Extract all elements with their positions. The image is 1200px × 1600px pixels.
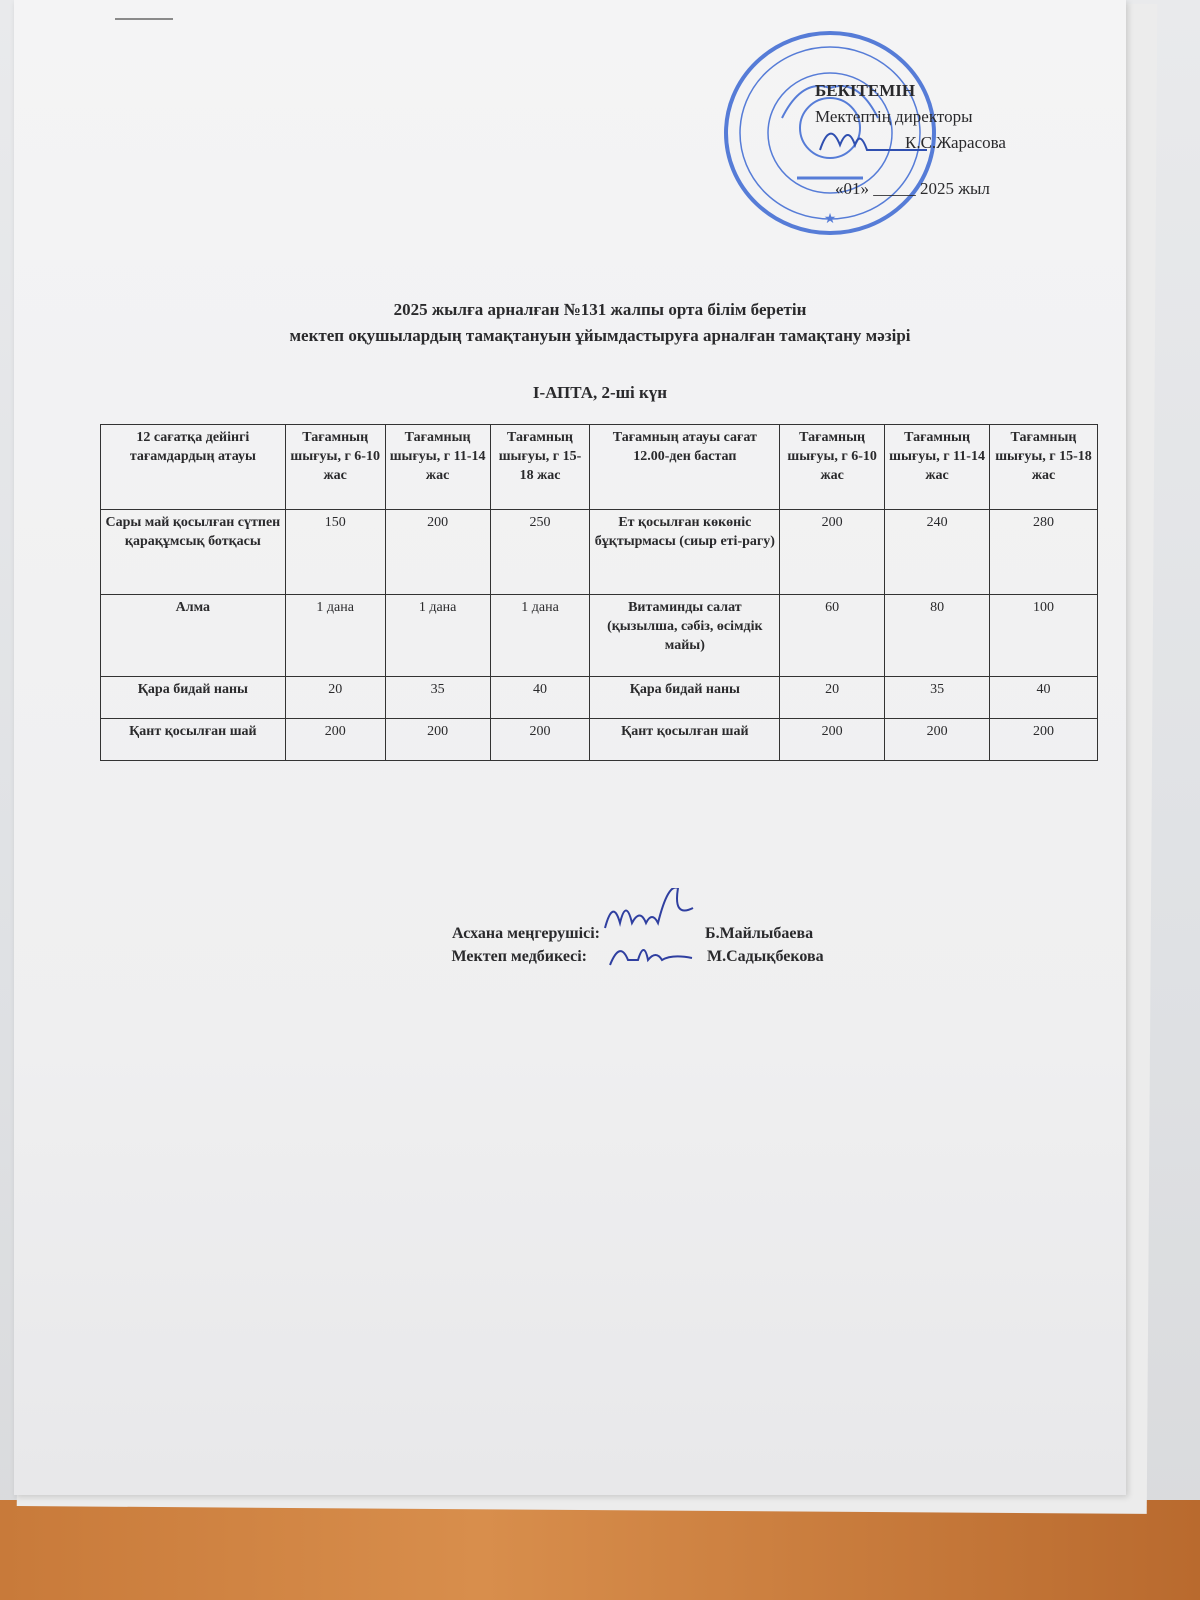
approval-heading: БЕКІТЕМІН — [815, 81, 916, 100]
approval-date: «01» _____ 2025 жыл — [835, 179, 990, 198]
dish-name: Сары май қосылған сүтпен қарақұмсық ботқасы — [101, 510, 286, 595]
portion-cell: 1 дана — [385, 595, 490, 677]
portion-cell: 200 — [385, 719, 490, 761]
document-title-line2: мектеп оқушылардың тамақтануын ұйымдастыруға арналған тамақтану мәзірі — [289, 326, 911, 345]
dish-name: Қара бидай наны — [590, 677, 780, 719]
portion-cell: 200 — [780, 510, 885, 595]
header-cell: Тағамның шығуы, г 6-10 жас — [285, 425, 385, 510]
signature-role-cook: Асхана меңгерушісі: — [452, 925, 600, 942]
menu-table — [100, 424, 1098, 761]
document-subtitle: І-АПТА, 2-ші күн — [532, 383, 668, 402]
portion-cell: 100 — [990, 595, 1098, 677]
dish-name: Қант қосылған шай — [590, 719, 780, 761]
header-cell: Тағамның шығуы, г 11-14 жас — [385, 425, 490, 510]
cook-signature — [600, 888, 700, 938]
portion-cell: 200 — [385, 510, 490, 595]
signature-role-nurse: Мектеп медбикесі: — [451, 948, 587, 965]
portion-cell: 200 — [285, 719, 385, 761]
header-cell: Тағамның шығуы, г 15-18 жас — [990, 425, 1098, 510]
header-cell: Тағамның атауы сағат 12.00-ден бастап — [590, 425, 780, 510]
portion-cell: 60 — [780, 595, 885, 677]
portion-cell: 40 — [490, 677, 590, 719]
approval-block — [815, 78, 1006, 202]
portion-cell: 150 — [285, 510, 385, 595]
header-cell: Тағамның шығуы, г 11-14 жас — [885, 425, 990, 510]
table-row — [101, 510, 1098, 595]
portion-cell: 1 дана — [285, 595, 385, 677]
portion-cell: 35 — [385, 677, 490, 719]
dish-name: Алма — [101, 595, 286, 677]
table-row — [101, 719, 1098, 761]
portion-cell: 280 — [990, 510, 1098, 595]
portion-cell: 200 — [490, 719, 590, 761]
approval-position: Мектептің директоры — [815, 107, 973, 126]
dish-name: Қара бидай наны — [101, 677, 286, 719]
signature-name-cook: Б.Майлыбаева — [705, 925, 814, 942]
signature-name-nurse: М.Садықбекова — [707, 948, 824, 965]
wooden-table-background — [0, 1500, 1200, 1600]
portion-cell: 200 — [780, 719, 885, 761]
portion-cell: 200 — [990, 719, 1098, 761]
dish-name: Витаминды салат (қызылша, сәбіз, өсімдік майы) — [590, 595, 780, 677]
portion-cell: 240 — [885, 510, 990, 595]
table-header-row — [101, 425, 1098, 510]
table-row — [101, 595, 1098, 677]
dish-name: Ет қосылған көкөніс бұқтырмасы (сиыр еті-рагу) — [590, 510, 780, 595]
document-title-line1: 2025 жылға арналған №131 жалпы орта білім беретін — [393, 300, 807, 319]
portion-cell: 200 — [885, 719, 990, 761]
table-row — [101, 677, 1098, 719]
portion-cell: 40 — [990, 677, 1098, 719]
portion-cell: 20 — [780, 677, 885, 719]
portion-cell: 20 — [285, 677, 385, 719]
header-cell: Тағамның шығуы, г 6-10 жас — [780, 425, 885, 510]
portion-cell: 250 — [490, 510, 590, 595]
svg-text:★: ★ — [823, 212, 837, 227]
header-cell: 12 сағатқа дейінгі тағамдардың атауы — [101, 425, 286, 510]
nurse-signature — [605, 940, 700, 970]
portion-cell: 1 дана — [490, 595, 590, 677]
dish-name: Қант қосылған шай — [101, 719, 286, 761]
portion-cell: 35 — [885, 677, 990, 719]
portion-cell: 80 — [885, 595, 990, 677]
approval-name: К.С.Жарасова — [905, 133, 1006, 152]
staple — [115, 18, 173, 20]
header-cell: Тағамның шығуы, г 15-18 жас — [490, 425, 590, 510]
